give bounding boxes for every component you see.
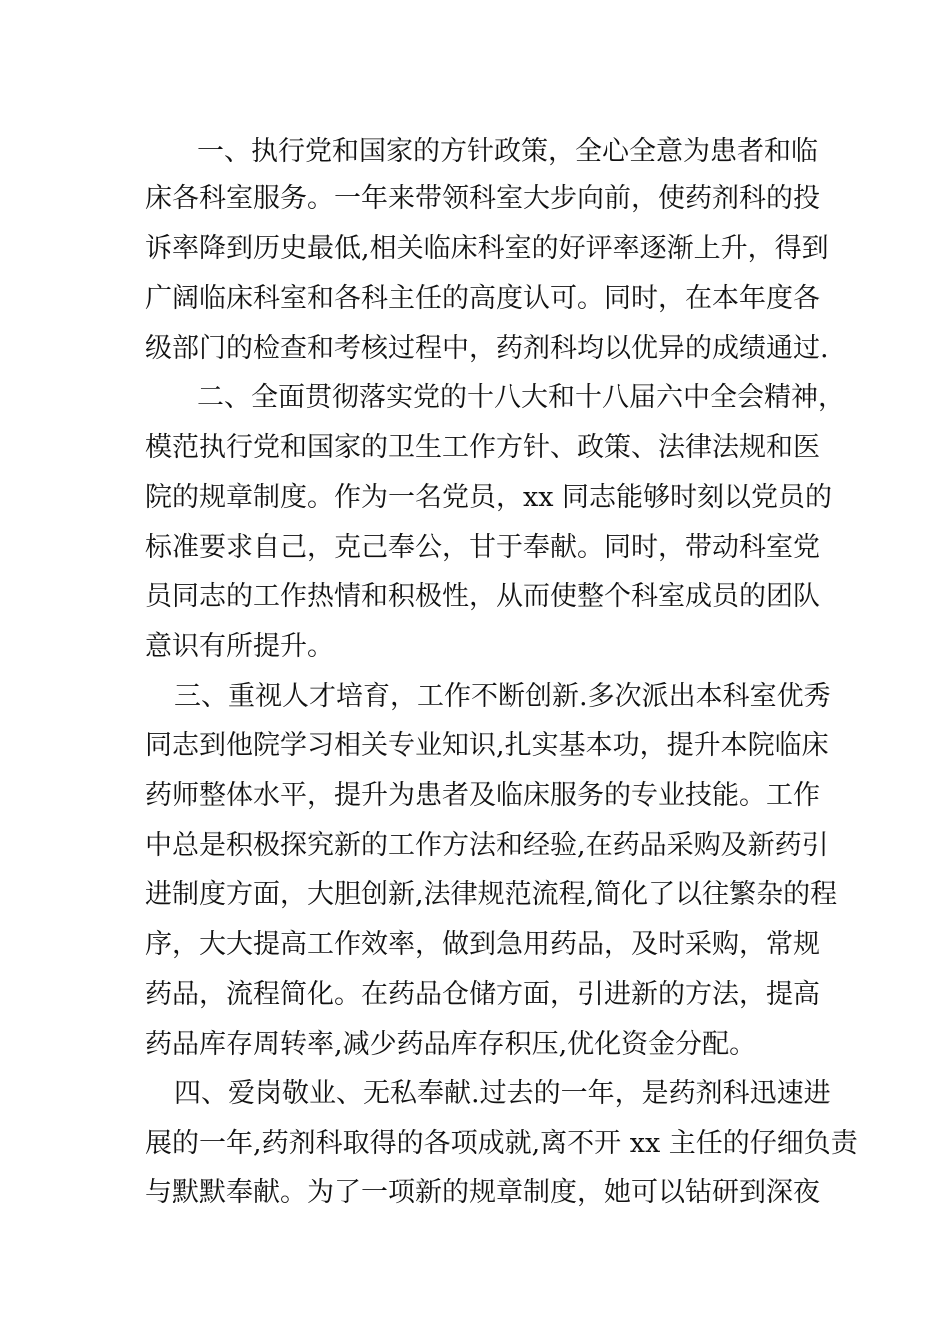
paragraph-3-line-7: 药品，流程简化。在药品仓储方面，引进新的方法，提高: [145, 979, 820, 1010]
paragraph-2-line-3: 院的规章制度。作为一名党员，xx 同志能够时刻以党员的: [145, 482, 833, 513]
paragraph-3-line-3: 药师整体水平，提升为患者及临床服务的专业技能。工作: [145, 780, 820, 811]
paragraph-3-line-8: 药品库存周转率,减少药品库存积压,优化资金分配。: [145, 1029, 757, 1060]
paragraph-3-line-5: 进制度方面，大胆创新,法律规范流程,简化了以往繁杂的程: [145, 879, 838, 910]
paragraph-3-line-1: 三、重视人才培育，工作不断创新.多次派出本科室优秀: [174, 681, 831, 712]
paragraph-3-line-6: 序，大大提高工作效率，做到急用药品，及时采购，常规: [145, 929, 820, 960]
paragraph-4-line-3: 与默默奉献。为了一项新的规章制度，她可以钻研到深夜: [145, 1177, 820, 1208]
paragraph-4-line-2: 展的一年,药剂科取得的各项成就,离不开 xx 主任的仔细负责: [145, 1128, 858, 1159]
paragraph-1-line-5: 级部门的检查和考核过程中，药剂科均以优异的成绩通过.: [145, 333, 829, 364]
paragraph-2-line-1: 二、全面贯彻落实党的十八大和十八届六中全会精神，: [197, 382, 845, 413]
paragraph-2-line-6: 意识有所提升。: [145, 631, 334, 662]
paragraph-1-line-3: 诉率降到历史最低,相关临床科室的好评率逐渐上升，得到: [145, 233, 829, 264]
paragraph-1-line-1: 一、执行党和国家的方针政策，全心全意为患者和临: [197, 136, 818, 167]
paragraph-3-line-4: 中总是积极探究新的工作方法和经验,在药品采购及新药引: [145, 830, 829, 861]
paragraph-4-line-1: 四、爱岗敬业、无私奉献.过去的一年，是药剂科迅速进: [174, 1078, 831, 1109]
paragraph-2-line-4: 标准要求自己，克己奉公，甘于奉献。同时，带动科室党: [145, 532, 820, 563]
paragraph-2-line-5: 员同志的工作热情和积极性，从而使整个科室成员的团队: [145, 581, 820, 612]
paragraph-2-line-2: 模范执行党和国家的卫生工作方针、政策、法律法规和医: [145, 432, 820, 463]
paragraph-1-line-4: 广阔临床科室和各科主任的高度认可。同时，在本年度各: [145, 283, 820, 314]
paragraph-1-line-2: 床各科室服务。一年来带领科室大步向前，使药剂科的投: [145, 183, 820, 214]
paragraph-3-line-2: 同志到他院学习相关专业知识,扎实基本功，提升本院临床: [145, 730, 829, 761]
